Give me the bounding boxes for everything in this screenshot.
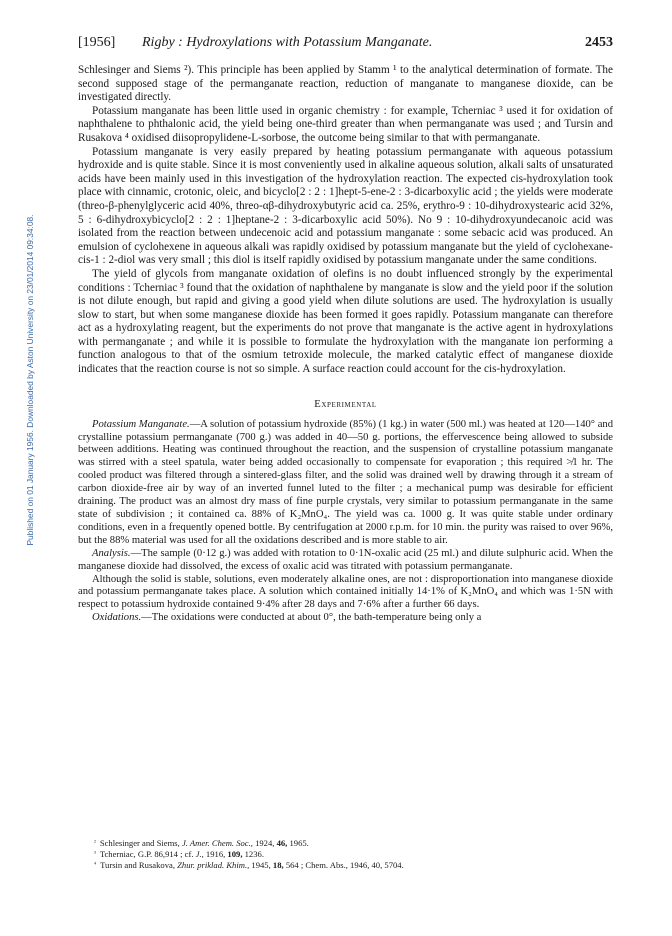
experimental-paragraph bbox=[78, 574, 613, 613]
footnote-number: ³ bbox=[94, 851, 96, 857]
paragraph: The yield of glycols from manganate oxidation of olefins is no doubt influenced strongly by the experimental conditions : Tcherniac ³ found that the oxidation of naphthalene by manganate is slow and the yield poor if the solution is not dilute enough, but rapid and giving a good yield when dilute solutions are used. The hydroxylation is usually slow to start, but when some manganese dioxide has been formed it goes rapidly. Potassium manganate can therefore act as a hydroxylating reagent, but the experiments do not prove that manganate is the active agent in hydroxylations with permanganate ; and while it is possible to formulate the hydroxylation with the manganate ion performing a function analogous to that of the osmium tetroxide molecule, the marked catalytic effect of manganese dioxide indicates that the reaction course is not so simple. A surface reaction could account for the cis-hydroxylation. bbox=[78, 267, 613, 376]
experimental-paragraph bbox=[78, 548, 613, 574]
header-title: Rigby : Hydroxylations with Potassium Manganate. bbox=[142, 35, 433, 50]
experimental-paragraph bbox=[78, 612, 613, 625]
paragraph-text: Although the solid is stable, solutions, even moderately alkaline ones, are not : disproportionation into manganese dioxide and potassium permanganate takes place. A solution which contained initially 14·1% of K₂MnO₄ and which was 1·5N with respect to potassium hydroxide contained 9·4% after 28 days and 7·6% after a further 66 days. bbox=[78, 573, 613, 611]
footnote-pages: 1965. bbox=[289, 838, 309, 848]
footnote-volume: 46, bbox=[276, 838, 288, 848]
footnote-year: 1924, bbox=[255, 838, 275, 848]
footnote-year: 1916, bbox=[205, 849, 226, 859]
footnote bbox=[94, 849, 613, 860]
publication-sidebar bbox=[14, 120, 35, 640]
publication-note[interactable]: Published on 01 January 1956. Downloaded by Aston University on 23/01/2014 09:34:08. bbox=[25, 214, 35, 546]
paragraph-text: —A solution of potassium hydroxide (85%) (1 kg.) in water (500 ml.) was heated at 120—140° and crystalline potassium permanganate (700 g.) was added in 40—50 g. portions, the effervescence being allowed to subside between additions. Heating was continued throughout the reaction, and the suspension of crystalline potassium manganate was stirred with a steel spatula, water being added occasionally to compensate for evaporation ; this required ≯1 hr. The cooled product was filtered through a sintered-glass filter, and the solid was drained well by drawing through it a stream of carbon dioxide-free air by way of an inverted funnel luted to the filter ; a mechanical pump was desirable for efficient draining. The product was an almost dry mass of fine purple crystals, very similar to potassium permanganate in the same state of subdivision ; it contained ca. 88% of K₂MnO₄. The yield was ca. 1000 g. It was quite stable under ordinary conditions, even in a frequently opened bottle. By centrifugation at 2000 r.p.m. for 10 min. the purity was raised to over 96%, but the 88% material was used for all the oxidations described and is more stable to air. bbox=[78, 418, 613, 546]
footnote-pages: 1236. bbox=[244, 849, 264, 859]
footnote-number: ⁴ bbox=[94, 862, 97, 868]
footnote-volume: 109, bbox=[227, 849, 243, 859]
header-year: [1956] bbox=[78, 35, 116, 50]
footnote-authors: Tursin and Rusakova, bbox=[100, 860, 175, 870]
footnote-journal: Zhur. priklad. Khim., bbox=[177, 860, 250, 870]
page-number: 2453 bbox=[585, 35, 613, 50]
paragraph-text: —The oxidations were conducted at about 0°, the bath-temperature being only a bbox=[141, 612, 482, 624]
run-in-heading: Analysis. bbox=[92, 547, 131, 559]
footnote bbox=[94, 860, 613, 871]
footnote-authors: Schlesinger and Siems, bbox=[99, 838, 180, 848]
footnote-pages: 564 ; Chem. Abs., 1946, 40, 5704. bbox=[285, 860, 404, 870]
footnote-authors: Tcherniac, G.P. 86,914 ; cf. bbox=[99, 849, 194, 859]
paragraph-text: —The sample (0·12 g.) was added with rotation to 0·1N-oxalic acid (25 ml.) and dilute sulphuric acid. When the manganese dioxide had dissolved, the excess of oxalic acid was titrated with potassium permanganate. bbox=[78, 547, 613, 572]
footnote-volume: 18, bbox=[272, 860, 284, 870]
running-header bbox=[78, 35, 613, 55]
paragraph: Potassium manganate has been little used in organic chemistry : for example, Tcherniac ³ used it for oxidation of naphthalene to phthalonic acid, the yield being one-third greater than when permanganate was used ; and Tursin and Rusakova ⁴ oxidised diisopropylidene-L-sorbose, the outcome being similar to that with permanganate. bbox=[78, 104, 613, 144]
article-body bbox=[78, 64, 613, 625]
footnote-journal: J. Amer. Chem. Soc., bbox=[181, 838, 253, 848]
run-in-heading: Oxidations. bbox=[92, 612, 142, 624]
footnote-journal: J., bbox=[195, 849, 204, 859]
footnote bbox=[94, 838, 613, 849]
footnote-number: ² bbox=[94, 840, 96, 846]
section-heading: Experimental bbox=[314, 398, 377, 410]
paragraph: Schlesinger and Siems ²). This principle has been applied by Stamm ¹ to the analytical determination of formate. The second supposed stage of the permanganate reaction, reduction of manganate to manganese dioxide, can be investigated directly. bbox=[78, 64, 613, 104]
paragraph: Potassium manganate is very easily prepared by heating potassium permanganate with aqueous potassium hydroxide and is quite stable. Since it is most conveniently used in alkaline aqueous solution, alkali salts of unsaturated acids have been mainly used in this investigation of the hydroxylation reaction. The expected cis-hydroxylation took place with cinnamic, crotonic, oleic, and bicyclo[2 : 2 : 1]hept-5-ene-2 : 3-dicarboxylic acid ; the yields were moderate (threo-β-phenylglyceric acid 40%, threo-αβ-dihydroxybutyric acid ca. 25%, erythro-9 : 10-dihydroxystearic acid 32%, 5 : 6-dihydroxybicyclo[2 : 2 : 1]heptane-2 : 3-dicarboxylic acid 50%). No 9 : 10-dihydroxyundecanoic acid was isolated from the reaction between undecenoic acid and potassium manganate : some sebacic acid was produced. An emulsion of cyclohexene in aqueous alkali was rapidly oxidised by potassium manganate but the yield of cyclohexane-cis-1 : 2-diol was very small ; this diol is itself rapidly oxidised by potassium manganate under the same conditions. bbox=[78, 145, 613, 267]
footnotes bbox=[78, 838, 613, 871]
footnote-year: 1945, bbox=[251, 860, 271, 870]
experimental-paragraph bbox=[78, 419, 613, 548]
run-in-heading: Potassium Manganate. bbox=[92, 418, 190, 430]
